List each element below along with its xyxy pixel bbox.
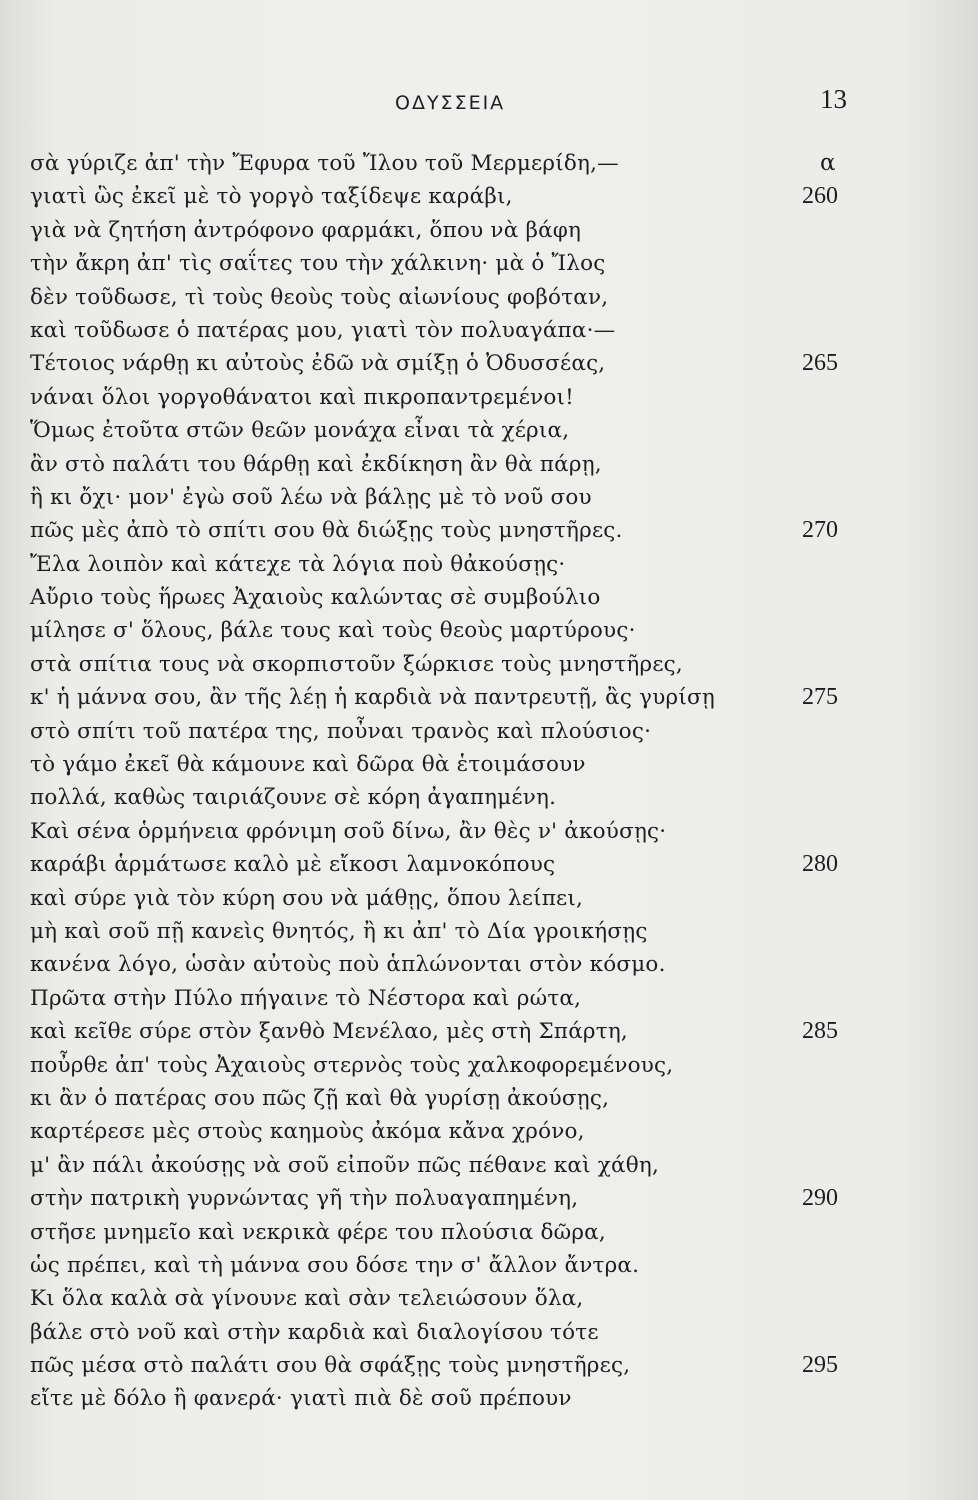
verse-line: [30, 882, 870, 915]
verse-line: [30, 848, 870, 881]
verse-text: Κι ὅλα καλὰ σὰ γίνουνε καὶ σὰν τελειώσουν ὅλα,: [30, 1286, 584, 1312]
verse-text: καρτέρεσε μὲς στοὺς καημοὺς ἀκόμα κἄνα χρόνο,: [30, 1119, 585, 1145]
verse-line: [30, 281, 870, 314]
verse-line: [30, 1115, 870, 1148]
line-number: 275: [802, 684, 838, 711]
verse-text: σὰ γύριζε ἀπ' τὴν Ἔφυρα τοῦ Ἴλου τοῦ Μερμερίδη,—: [30, 151, 619, 176]
verse-text: μ' ἂν πάλι ἀκούσῃς νὰ σοῦ εἰποῦν πῶς πέθανε καὶ χάθη,: [30, 1152, 659, 1178]
verse-text: κι ἂν ὁ πατέρας σου πῶς ζῇ καὶ θὰ γυρίσῃ ἀκούσῃς,: [30, 1085, 610, 1111]
verse-line: [30, 214, 870, 247]
verse-text: πῶς μὲς ἀπὸ τὸ σπίτι σου θὰ διώξῃς τοὺς μνηστῆρες.: [30, 518, 623, 544]
line-number: 260: [802, 183, 838, 210]
verse-line: [30, 180, 870, 213]
verse-text: πολλά, καθὼς ταιριάζουνε σὲ κόρη ἀγαπημένη.: [30, 785, 557, 811]
verse-text: γιατὶ ὣς ἐκεῖ μὲ τὸ γοργὸ ταξίδεψε καράβι,: [30, 184, 513, 210]
verse-text: βάλε στὸ νοῦ καὶ στὴν καρδιὰ καὶ διαλογίσου τότε: [30, 1319, 599, 1345]
line-number: 285: [802, 1018, 838, 1045]
verse-line: [30, 781, 870, 814]
verse-text: πῶς μέσα στὸ παλάτι σου θὰ σφάξῃς τοὺς μνηστῆρες,: [30, 1353, 631, 1379]
verse-line: [30, 648, 870, 681]
verse-line: [30, 548, 870, 581]
verse-text: ἂν στὸ παλάτι του θάρθῃ καὶ ἐκδίκηση ἂν θὰ πάρῃ,: [30, 451, 602, 477]
verse-line: [30, 147, 870, 180]
verse-text: ἢ κι ὄχι· μον' ἐγὼ σοῦ λέω νὰ βάλῃς μὲ τὸ νοῦ σου: [30, 484, 592, 510]
verse-text: καράβι ἁρμάτωσε καλὸ μὲ εἴκοσι λαμνοκόπους: [30, 852, 556, 878]
verse-text: καὶ τοῦδωσε ὁ πατέρας μου, γιατὶ τὸν πολυαγάπα·—: [30, 317, 616, 343]
page-number: 13: [820, 84, 847, 114]
verse-text: μὴ καὶ σοῦ πῇ κανεὶς θνητός, ἢ κι ἀπ' τὸ Δία γροικήσῃς: [30, 918, 648, 944]
verse-line: [30, 748, 870, 781]
verse-line: [30, 581, 870, 614]
verse-line: [30, 1316, 870, 1349]
line-number: 265: [802, 350, 838, 377]
verse-text: δὲν τοῦδωσε, τὶ τοὺς θεοὺς τοὺς αἰωνίους φοβόταν,: [30, 284, 609, 310]
line-number: 280: [802, 851, 838, 878]
verse-text: Τέτοιος νάρθῃ κι αὐτοὺς ἐδῶ νὰ σμίξῃ ὁ Ὀδυσσέας,: [30, 351, 606, 377]
verse-line: [30, 948, 870, 981]
verse-text: γιὰ νὰ ζητήση ἀντρόφονο φαρμάκι, ὅπου νὰ βάφη: [30, 217, 582, 243]
verse-line: [30, 1015, 870, 1048]
line-number: 270: [802, 517, 838, 544]
verse-text: καὶ σύρε γιὰ τὸν κύρη σου νὰ μάθῃς, ὅπου λείπει,: [30, 885, 584, 911]
verse-line: [30, 381, 870, 414]
verse-text: Ἔλα λοιπὸν καὶ κάτεχε τὰ λόγια ποὺ θἀκούσῃς·: [30, 551, 566, 577]
verse-line: [30, 247, 870, 280]
verse-text: κ' ἡ μάννα σου, ἂν τῆς λέῃ ἡ καρδιὰ νὰ παντρευτῇ, ἂς γυρίσῃ: [30, 685, 715, 711]
verse-line: [30, 1182, 870, 1215]
verse-line: [30, 1082, 870, 1115]
verse-line: [30, 1216, 870, 1249]
verse-line: [30, 681, 870, 714]
verse-text: εἴτε μὲ δόλο ἢ φανερά· γιατὶ πιὰ δὲ σοῦ πρέπουν: [30, 1386, 572, 1412]
verse-line: [30, 514, 870, 547]
verse-line: [30, 481, 870, 514]
verse-line: [30, 347, 870, 380]
verse-text: Πρῶτα στὴν Πύλο πήγαινε τὸ Νέστορα καὶ ρώτα,: [30, 985, 582, 1011]
verse-line: [30, 815, 870, 848]
verse-line: [30, 715, 870, 748]
verse-line: [30, 314, 870, 347]
verse-text: Αὔριο τοὺς ἥρωες Ἀχαιοὺς καλώντας σὲ συμβούλιο: [30, 585, 601, 611]
verse-text: στῆσε μνημεῖο καὶ νεκρικὰ φέρε του πλούσια δῶρα,: [30, 1219, 606, 1245]
verse-text: καὶ κεῖθε σύρε στὸν ξανθὸ Μενέλαο, μὲς στὴ Σπάρτη,: [30, 1019, 628, 1045]
running-title: ΟΔΥΣΣΕΙΑ: [395, 92, 506, 114]
verse-text: τὴν ἄκρη ἀπ' τὶς σαΐτες του τὴν χάλκινη· μὰ ὁ Ἴλος: [30, 251, 606, 277]
verse-text: Ὅμως ἐτοῦτα στῶν θεῶν μονάχα εἶναι τὰ χέρια,: [30, 418, 570, 444]
verse-line: [30, 1249, 870, 1282]
verse-line: [30, 1382, 870, 1415]
line-number: 290: [802, 1185, 838, 1212]
verse-line: [30, 1049, 870, 1082]
verse-line: [30, 1349, 870, 1382]
verse-line: [30, 1282, 870, 1315]
verse-line: [30, 414, 870, 447]
verse-text: νάναι ὅλοι γοργοθάνατοι καὶ πικροπαντρεμένοι!: [30, 384, 574, 410]
book-letter: α: [820, 150, 836, 176]
verse-text: κανένα λόγο, ὡσὰν αὐτοὺς ποὺ ἁπλώνονται στὸν κόσμο.: [30, 952, 666, 978]
line-number: 295: [802, 1352, 838, 1379]
verse-text: τὸ γάμο ἐκεῖ θὰ κάμουνε καὶ δῶρα θὰ ἑτοιμάσουν: [30, 752, 586, 778]
verse-line: [30, 614, 870, 647]
verse-line: [30, 1149, 870, 1182]
verse-line: [30, 448, 870, 481]
verse-text: στὸ σπίτι τοῦ πατέρα της, ποὖναι τρανὸς καὶ πλούσιος·: [30, 718, 652, 744]
verse-text: μίλησε σ' ὅλους, βάλε τους καὶ τοὺς θεοὺς μαρτύρους·: [30, 618, 636, 644]
verse-text: ποὖρθε ἀπ' τοὺς Ἀχαιοὺς στερνὸς τοὺς χαλκοφορεμένους,: [30, 1052, 674, 1078]
poem-text: [30, 147, 870, 1416]
verse-line: [30, 982, 870, 1015]
verse-text: στὴν πατρικὴ γυρνώντας γῆ τὴν πολυαγαπημένη,: [30, 1186, 579, 1212]
page-header: [0, 84, 978, 120]
verse-text: ὡς πρέπει, καὶ τὴ μάννα σου δόσε την σ' ἄλλον ἄντρα.: [30, 1252, 640, 1278]
verse-text: Καὶ σένα ὁρμήνεια φρόνιμη σοῦ δίνω, ἂν θὲς ν' ἀκούσῃς·: [30, 818, 667, 844]
verse-line: [30, 915, 870, 948]
verse-text: στὰ σπίτια τους νὰ σκορπιστοῦν ξώρκισε τοὺς μνηστῆρες,: [30, 651, 683, 677]
